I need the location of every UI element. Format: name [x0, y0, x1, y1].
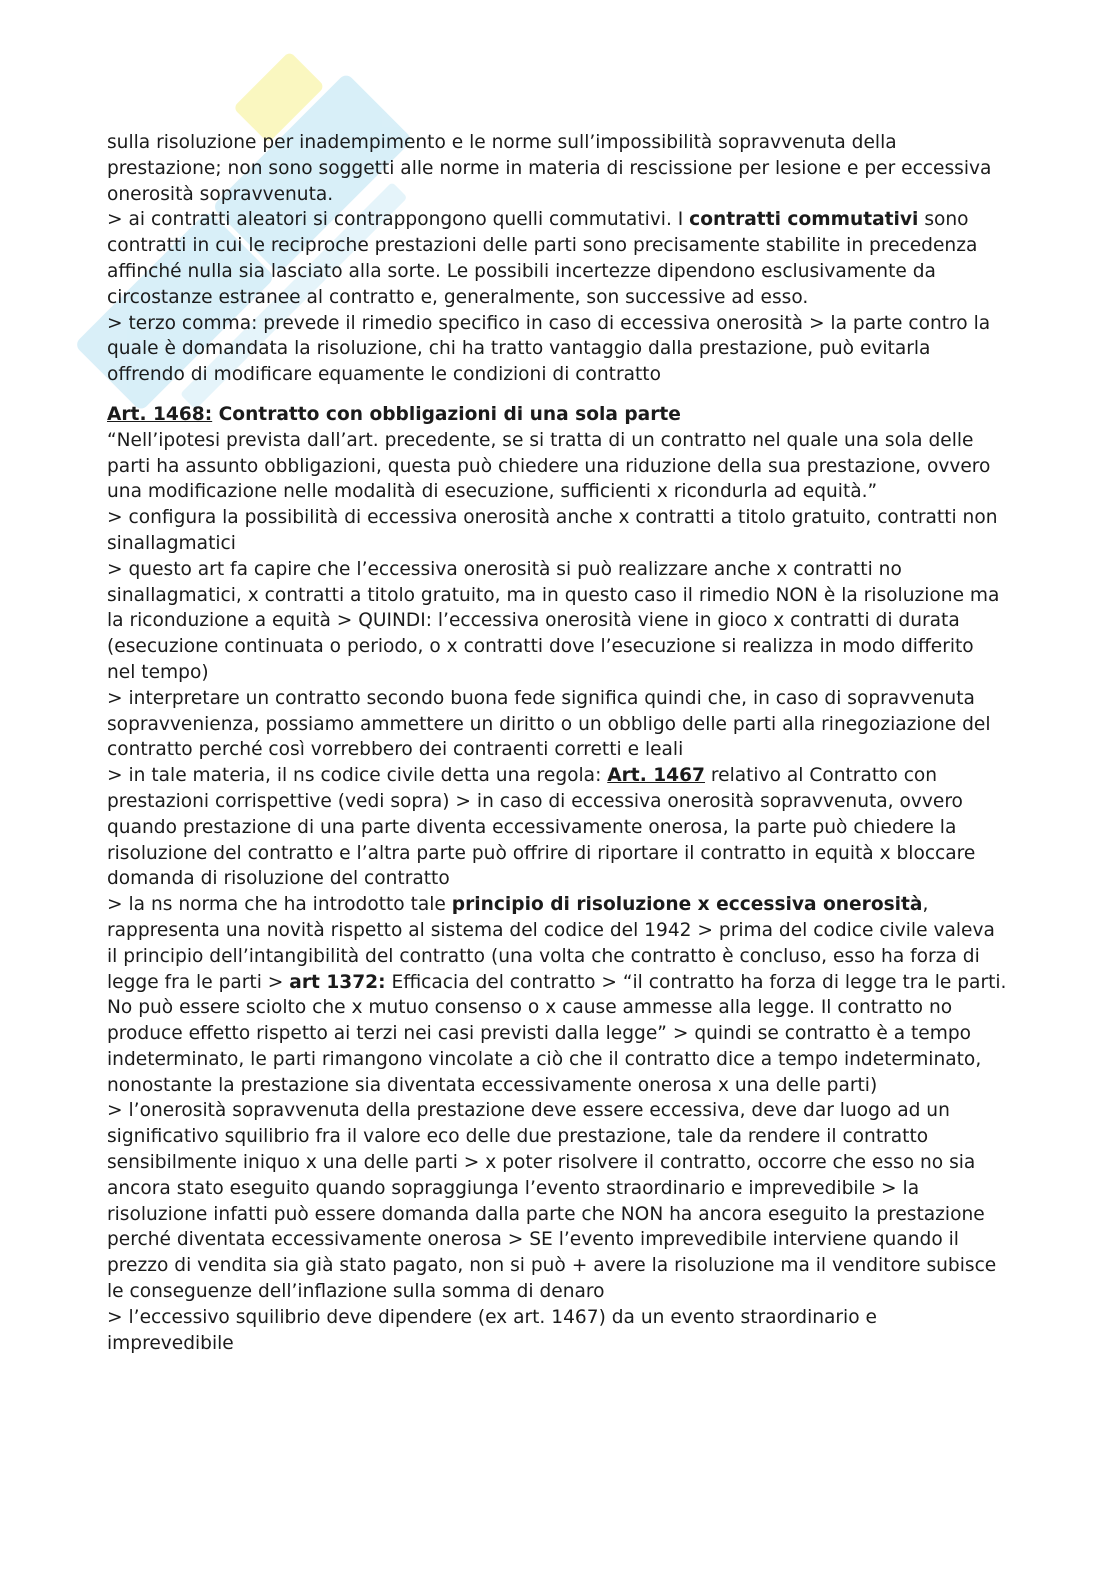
- note-5-article-ref: art 1372:: [289, 971, 386, 993]
- note-6: > l’onerosità sopravvenuta della prestazione deve essere eccessiva, deve dar luogo ad un significativo squilibrio fra il valore eco delle due prestazione, tale da rendere il contratto sensibilmente iniquo x una delle parti > x poter risolvere il contratto, occorre che esso no sia ancora stato eseguito quando sopraggiunga l’evento straordinario e imprevedibile > la risoluzione infatti può essere domanda dalla parte che NON ha ancora eseguito la prestazione perché diventata eccessivamente onerosa > SE l’evento imprevedibile interviene quando il prezzo di vendita sia già stato pagato, non si può + avere la risoluzione ma il venditore subisce le conseguenze dell’inflazione sulla somma di denaro: [107, 1100, 997, 1303]
- article-heading: [107, 402, 1007, 428]
- article-ref: Art. 1468:: [107, 403, 213, 425]
- article-title: Contratto con obbligazioni di una sola parte: [212, 403, 681, 425]
- term-contratti-commutativi: contratti commutativi: [689, 209, 919, 231]
- paragraph-intro-1: sulla risoluzione per inadempimento e le norme sull’impossibilità sopravvenuta della prestazione; non sono soggetti alle norme in materia di rescissione per lesione e per eccessiva onerosità sopravvenuta.: [107, 132, 992, 205]
- note-4: > in tale materia, il ns codice civile detta una regola: Art. 1467 relativo al Contratto con prestazioni corrispettive (vedi sopra) > in caso di eccessiva onerosità sopravvenuta, ovvero quando prestazione di una parte diventa eccessivamente onerosa, la parte può chiedere la risoluzione del contratto e l’altra parte può offrire di riportare il contratto in equità x bloccare domanda di risoluzione del contratto: [107, 765, 976, 890]
- note-1: > configura la possibilità di eccessiva onerosità anche x contratti a titolo gratuito, contratti non sinallagmatici: [107, 507, 998, 554]
- note-2: > questo art fa capire che l’eccessiva onerosità si può realizzare anche x contratti no sinallagmatici, x contratti a titolo gratuito, ma in questo caso il rimedio NON è la risoluzione ma la riconduzione a equità > QUINDI: l’eccessiva onerosità viene in gioco x contratti di durata (esecuzione continuata o periodo, o x contratti dove l’esecuzione si realizza in modo differito nel tempo): [107, 558, 1000, 683]
- term-principio-risoluzione: principio di risoluzione x eccessiva onerosità: [451, 894, 923, 916]
- note-7: > l’eccessivo squilibrio deve dipendere (ex art. 1467) da un evento straordinario e imprevedibile: [107, 1306, 877, 1354]
- paragraph-intro-2: > ai contratti aleatori si contrappongono quelli commutativi. I contratti commutativi sono contratti in cui le reciproche prestazioni delle parti sono precisamente stabilite in precedenza affinché nulla sia lasciato alla sorte. Le possibili incertezze dipendono esclusivamente da circostanze estranee al contratto e, generalmente, son successive ad esso.: [107, 209, 978, 308]
- note-3: > interpretare un contratto secondo buona fede significa quindi che, in caso di sopravvenuta sopravvenienza, possiamo ammettere un diritto o un obbligo delle parti alla rinegoziazione del contratto perché così vorrebbero dei contraenti corretti e leali: [107, 687, 991, 761]
- paragraph-intro-3: > terzo comma: prevede il rimedio specifico in caso di eccessiva onerosità > la parte contro la quale è domandata la risoluzione, chi ha tratto vantaggio dalla prestazione, può evitarla offrendo di modificare equamente le condizioni di contratto: [107, 312, 991, 386]
- note-4-article-ref: Art. 1467: [607, 765, 705, 787]
- note-5: > la ns norma che ha introdotto tale principio di risoluzione x eccessiva onerosità, rappresenta una novità rispetto al sistema del codice del 1942 > prima del codice civile valeva il principio dell’intangibilità del contratto (una volta che contratto è concluso, esso ha forza di legge fra le parti > art 1372: Efficacia del contratto > “il contratto ha forza di legge tra le parti. No può essere sciolto che x mutuo consenso o x cause ammesse alla legge. Il contratto no produce effetto rispetto ai terzi nei casi previsti dalla legge” > quindi se contratto è a tempo indeterminato, le parti rimangono vincolate a ciò che il contratto dice a tempo indeterminato, nonostante la prestazione sia diventata eccessivamente onerosa x una delle parti): [107, 894, 1007, 1096]
- article-quote: “Nell’ipotesi prevista dall’art. precedente, se si tratta di un contratto nel quale una sola delle parti ha assunto obbligazioni, questa può chiedere una riduzione della sua prestazione, ovvero una modificazione nelle modalità di esecuzione, sufficienti x ricondurla ad equità.”: [107, 429, 991, 503]
- document-body: [107, 130, 1007, 1356]
